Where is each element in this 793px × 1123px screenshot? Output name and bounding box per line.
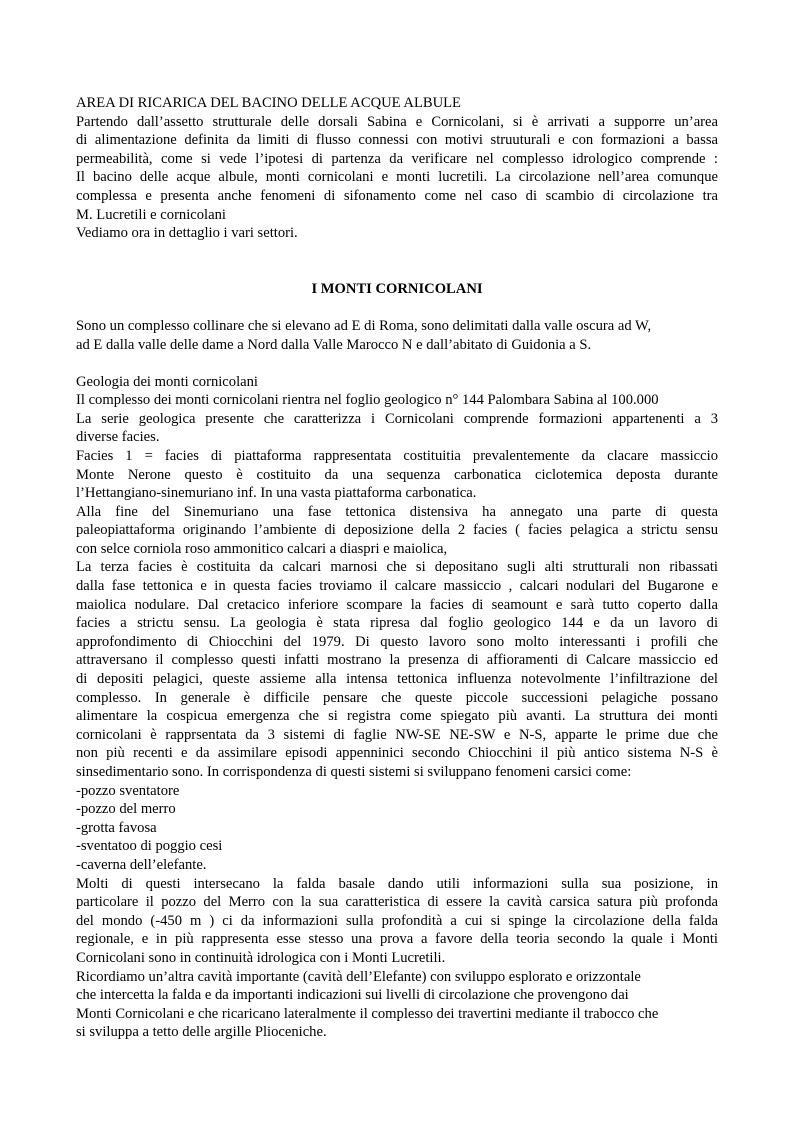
karst-list-item: -caverna dell’elefante. <box>76 856 207 873</box>
geology-line: attraversano il complesso questi infatti mostrano la presenza di affioramenti di Calcare massiccio ed <box>76 652 718 669</box>
geology-heading: Geologia dei monti cornicolani <box>76 373 258 390</box>
geology-line: La terza facies è costituita da calcari marnosi che si depositano sugli alti strutturali non ribassati <box>76 559 718 576</box>
geology-line: maiolica nodulare. Dal cretacico inferiore scompare la facies di seamount e sarà tutto coperto dalla <box>76 596 718 613</box>
intro-line: di alimentazione definita da limiti di flusso connessi con motivi struuturali e con formazioni a bassa <box>76 132 718 149</box>
geology-line: complesso. In generale è difficile pensare che queste piccole successioni pelagiche possano <box>76 689 718 706</box>
geology-line: diverse facies. <box>76 429 160 446</box>
geology-line: Alla fine del Sinemuriano una fase tettonica distensiva ha annegato una parte di questa <box>76 503 718 520</box>
geology-line: Monte Nerone questo è costituito da una sequenza carbonatica ciclotemica deposta durante <box>76 466 718 483</box>
geology-line: del mondo (-450 m ) ci da informazioni sulla profondità a cui si spinge la circolazione della falda <box>76 912 718 929</box>
geology-line: approfondimento di Chiocchini del 1979. Di questo lavoro sono molto interessanti i profili che <box>76 633 718 650</box>
geology-line: di depositi pelagici, queste assieme alla intensa tettonica influenza notevolmente l’infiltrazione del <box>76 671 718 688</box>
geology-line: particolare il pozzo del Merro con la sua caratteristica di essere la cavità carsica satura più profonda <box>76 894 718 911</box>
intro-line: Il bacino delle acque albule, monti cornicolani e monti lucretili. La circolazione nell’area comunque <box>76 169 718 186</box>
intro-line: Partendo dall’assetto strutturale delle dorsali Sabina e Cornicolani, si è arrivati a supporre un’area <box>76 113 718 130</box>
geology-line: Monti Cornicolani e che ricaricano lateralmente il complesso dei travertini mediante il trabocco che <box>76 1005 659 1022</box>
geology-line: regionale, e in più rappresenta esse stesso una prova a favore della teoria secondo la quale i Monti <box>76 931 718 948</box>
geology-line: Facies 1 = facies di piattaforma rappresentata costituitia prevalentemente da clacare massiccio <box>76 447 718 464</box>
karst-list-item: -pozzo sventatore <box>76 782 180 799</box>
location-line: ad E dalla valle delle dame a Nord dalla Valle Marocco N e dall’abitato di Guidonia a S. <box>76 336 592 353</box>
geology-line: alimentare la cospicua emergenza che si registra come spiegato più avanti. La struttura dei monti <box>76 708 718 725</box>
intro-line: Vediamo ora in dettaglio i vari settori. <box>76 225 298 242</box>
location-line: Sono un complesso collinare che si elevano ad E di Roma, sono delimitati dalla valle oscura ad W, <box>76 318 652 335</box>
geology-line: facies a strictu sensu. La geologia è stata ripresa dal foglio geologico 144 e da un lavoro di <box>76 615 718 632</box>
karst-list-item: -pozzo del merro <box>76 801 176 818</box>
geology-line: con selce corniola roso ammonitico calcari a diaspri e maiolica, <box>76 540 448 557</box>
geology-line: paleopiattaforma originando l’ambiente di deposizione della 2 facies ( facies pelagica a strictu sensu <box>76 522 718 539</box>
geology-line: La serie geologica presente che caratterizza i Cornicolani comprende formazioni appartenenti a 3 <box>76 410 718 427</box>
karst-list-item: -grotta favosa <box>76 819 157 836</box>
intro-line: permeabilità, come si vede l’ipotesi di partenza da verificare nel complesso idrologico comprende : <box>76 150 718 167</box>
geology-line: dalla fase tettonica e in questa facies troviamo il calcare massiccio , calcari nodulari del Bugarone e <box>76 578 718 595</box>
geology-line: Molti di questi intersecano la falda basale dando utili informazioni sulla sua posizione, in <box>76 875 718 892</box>
geology-line: si sviluppa a tetto delle argille Plioceniche. <box>76 1024 327 1041</box>
geology-line: Ricordiamo un’altra cavità importante (cavità dell’Elefante) con sviluppo esplorato e orizzontale <box>76 968 641 985</box>
intro-line: M. Lucretili e cornicolani <box>76 206 226 223</box>
intro-heading: AREA DI RICARICA DEL BACINO DELLE ACQUE ALBULE <box>76 95 461 111</box>
geology-line: che intercetta la falda e da importanti indicazioni sui livelli di circolazione che provengono dai <box>76 987 629 1004</box>
geology-line: Il complesso dei monti cornicolani rientra nel foglio geologico n° 144 Palombara Sabina al 100.000 <box>76 392 659 409</box>
geology-line: non più recenti e da assimilare episodi appenninici secondo Chiocchini il più antico sistema N-S è <box>76 745 718 762</box>
intro-line: complessa e presenta anche fenomeni di sifonamento come nel caso di scambio di circolazione tra <box>76 187 718 204</box>
geology-line: sinsedimentario sono. In corrispondenza di questi sistemi si sviluppano fenomeni carsici come: <box>76 764 632 780</box>
geology-line: cornicolani è rapprsentata da 3 sistemi di faglie NW-SE NE-SW e N-S, apparte le prime due che <box>76 726 718 743</box>
geology-line: Cornicolani sono in continuità idrologica con i Monti Lucretili. <box>76 949 446 966</box>
geology-line: l’Hettangiano-sinemuriano inf. In una vasta piattaforma carbonatica. <box>76 485 477 502</box>
karst-list-item: -sventatoo di poggio cesi <box>76 838 223 855</box>
section-title: I MONTI CORNICOLANI <box>311 280 483 297</box>
